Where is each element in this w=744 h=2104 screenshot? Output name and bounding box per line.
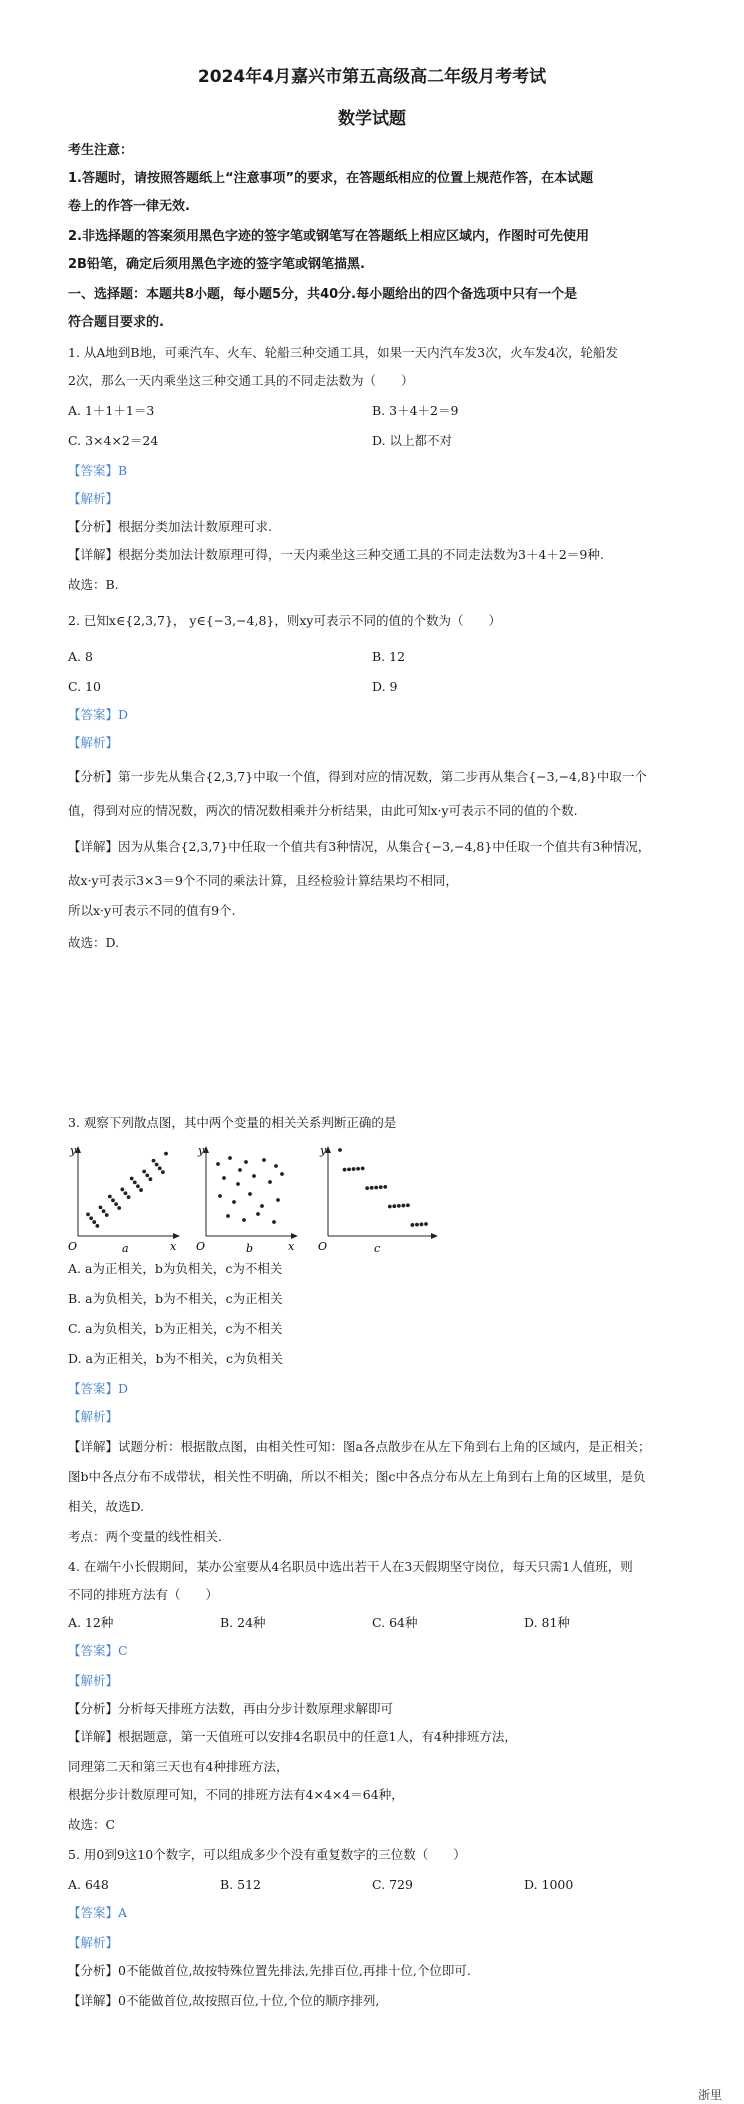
origin-label: O: [68, 1240, 78, 1253]
scatter-dot-b: [238, 1168, 242, 1172]
scatter-dot-a: [92, 1220, 96, 1224]
scatter-plot-a: [68, 1144, 180, 1254]
analysis-label: 【解析】: [68, 1409, 119, 1424]
conclusion-text: 故选：C: [68, 1817, 116, 1832]
detail-text: 【详解】试题分析：根据散点图，由相关性可知：图a各点散步在从左下角到右上角的区域内，是正相关；: [68, 1439, 651, 1454]
scatter-dot-a: [136, 1184, 140, 1188]
analysis-label: 【解析】: [68, 1935, 119, 1950]
scatter-dot-a: [108, 1195, 112, 1199]
scatter-dot-a: [99, 1205, 103, 1209]
scatter-dot-b: [236, 1182, 240, 1186]
scatter-dot-b: [252, 1174, 256, 1178]
option-a: A. 648: [68, 1877, 109, 1892]
knowledge-point: 考点：两个变量的线性相关.: [68, 1529, 222, 1544]
plot-caption-a: a: [122, 1242, 129, 1254]
scatter-dot-a: [155, 1163, 159, 1167]
detail-text: 【详解】0不能做首位,故按照百位,十位,个位的顺序排列,: [68, 1993, 380, 2008]
axis-label-y: y: [320, 1144, 327, 1157]
axis-label-x: x: [170, 1240, 177, 1253]
option-c: C. 3×4×2＝24: [68, 433, 159, 448]
section-heading: 一、选择题：本题共8小题，每小题5分，共40分.每小题给出的四个备选项中只有一个是: [68, 287, 578, 302]
scatter-dot-c: [352, 1167, 356, 1171]
origin-label: O: [196, 1240, 206, 1253]
question-stem: 2次，那么一天内乘坐这三种交通工具的不同走法数为（ ）: [68, 373, 414, 388]
question-stem: 2. 已知x∈{2,3,7}， y∈{−3,−4,8}，则xy可表示不同的值的个数为（ ）: [68, 613, 501, 628]
detail-text: 根据分步计数原理可知，不同的排班方法有4×4×4＝64种，: [68, 1787, 404, 1802]
option-d: D. 以上都不对: [372, 433, 453, 448]
axis-label-x: x: [288, 1240, 295, 1253]
option-b: B. 3＋4＋2＝9: [372, 403, 459, 418]
question-stem: 1. 从A地到B地，可乘汽车、火车、轮船三种交通工具，如果一天内汽车发3次，火车发4次，轮船发: [68, 345, 619, 360]
option-b: B. 12: [372, 649, 406, 664]
option-b: B. a为负相关，b为不相关，c为正相关: [68, 1291, 283, 1306]
conclusion-text: 故选：D.: [68, 935, 120, 950]
origin-label: O: [318, 1240, 328, 1253]
option-c: C. 729: [372, 1877, 413, 1892]
scatter-dot-a: [86, 1213, 90, 1217]
analysis-text: 【分析】0不能做首位,故按特殊位置先排法,先排百位,再排十位,个位即可.: [68, 1963, 471, 1978]
scatter-dot-a: [139, 1188, 143, 1192]
scatter-dot-c: [420, 1222, 424, 1226]
scatter-dot-b: [280, 1172, 284, 1176]
scatter-dot-a: [124, 1191, 128, 1195]
notice-line: 1.答题时，请按照答题纸上“注意事项”的要求，在答题纸相应的位置上规范作答，在本试题: [68, 171, 594, 186]
detail-text: 【详解】根据分类加法计数原理可得，一天内乘坐这三种交通工具的不同走法数为3＋4＋2＝9种.: [68, 547, 604, 562]
scatter-dot-b: [276, 1198, 280, 1202]
scatter-dot-b: [222, 1176, 226, 1180]
scatter-dot-b: [256, 1212, 260, 1216]
option-b: B. 24种: [220, 1615, 266, 1630]
option-a: A. 1＋1＋1＝3: [68, 403, 155, 418]
scatter-dot-a: [145, 1173, 149, 1177]
detail-text: 【详解】因为从集合{2,3,7}中任取一个值共有3种情况，从集合{−3,−4,8}中任取一个值共有3种情况，: [68, 839, 651, 854]
scatter-dot-b: [216, 1162, 220, 1166]
scatter-dot-c: [365, 1186, 369, 1190]
scatter-dot-a: [117, 1206, 121, 1210]
option-a: A. 12种: [68, 1615, 114, 1630]
scatter-dot-b: [260, 1204, 264, 1208]
scatter-dot-a: [114, 1202, 118, 1206]
scatter-dot-a: [127, 1195, 131, 1199]
scatter-plots: [66, 1144, 446, 1254]
scatter-dot-a: [102, 1209, 106, 1213]
scatter-dot-a: [142, 1170, 146, 1174]
analysis-text: 【分析】第一步先从集合{2,3,7}中取一个值，得到对应的情况数，第二步再从集合{−3,−4,8}中取一个: [68, 769, 647, 784]
option-b: B. 512: [220, 1877, 261, 1892]
plot-caption-b: b: [246, 1242, 254, 1254]
scatter-dot-a: [95, 1224, 99, 1228]
answer-label: 【答案】D: [68, 1381, 129, 1396]
scatter-dot-a: [149, 1177, 153, 1181]
scatter-dot-b: [232, 1200, 236, 1204]
scatter-dot-b: [244, 1160, 248, 1164]
detail-text: 所以x·y可表示不同的值有9个.: [68, 903, 236, 918]
notice-line: 2.非选择题的答案须用黑色字迹的签字笔或钢笔写在答题纸上相应区域内，作图时可先使用: [68, 229, 589, 244]
scatter-dot-c: [379, 1185, 383, 1189]
scatter-dot-a: [161, 1170, 165, 1174]
answer-label: 【答案】C: [68, 1643, 128, 1658]
option-a: A. a为正相关，b为负相关，c为不相关: [68, 1261, 283, 1276]
option-d: D. a为正相关，b为不相关，c为负相关: [68, 1351, 283, 1366]
question-stem: 3. 观察下列散点图，其中两个变量的相关关系判断正确的是: [68, 1115, 397, 1130]
option-c: C. a为负相关，b为正相关，c为不相关: [68, 1321, 283, 1336]
analysis-text: 【分析】根据分类加法计数原理可求.: [68, 519, 272, 534]
axis-label-y: y: [198, 1144, 205, 1157]
option-d: D. 81种: [524, 1615, 570, 1630]
detail-text: 同理第二天和第三天也有4种排班方法，: [68, 1759, 289, 1774]
scatter-dot-c: [356, 1167, 360, 1171]
analysis-label: 【解析】: [68, 1673, 119, 1688]
scatter-dot-b: [228, 1156, 232, 1160]
page-subtitle: 数学试题: [338, 109, 406, 129]
plot-caption-c: c: [374, 1242, 381, 1254]
question-stem: 4. 在端午小长假期间，某办公室要从4名职员中选出若干人在3天假期坚守岗位，每天只需1人值班，则: [68, 1559, 633, 1574]
scatter-dot-a: [130, 1177, 134, 1181]
scatter-dot-b: [248, 1192, 252, 1196]
scatter-dot-a: [164, 1152, 168, 1156]
section-heading: 符合题目要求的.: [68, 315, 164, 330]
notice-line: 2B铅笔，确定后须用黑色字迹的签字笔或钢笔描黑.: [68, 257, 365, 272]
scatter-dot-c: [424, 1222, 428, 1226]
option-c: C. 10: [68, 679, 101, 694]
axis-label-y: y: [70, 1144, 77, 1157]
notice-line: 卷上的作答一律无效.: [68, 199, 190, 214]
scatter-dot-c: [338, 1148, 342, 1152]
scatter-dot-a: [111, 1198, 115, 1202]
scatter-dot-c: [388, 1205, 392, 1209]
scatter-dot-b: [218, 1194, 222, 1198]
scatter-dot-c: [401, 1204, 405, 1208]
question-stem: 不同的排班方法有（ ）: [68, 1587, 219, 1602]
scatter-dot-b: [268, 1180, 272, 1184]
scatter-dot-a: [105, 1213, 109, 1217]
page-title: 2024年4月嘉兴市第五高级高二年级月考考试: [197, 67, 547, 87]
answer-label: 【答案】A: [68, 1905, 128, 1920]
notice-heading: 考生注意：: [68, 143, 134, 158]
scatter-dot-b: [262, 1158, 266, 1162]
detail-text: 【详解】根据题意，第一天值班可以安排4名职员中的任意1人，有4种排班方法，: [68, 1729, 517, 1744]
option-d: D. 9: [372, 679, 398, 694]
scatter-dot-c: [406, 1203, 410, 1207]
detail-text: 相关，故选D.: [68, 1499, 145, 1514]
option-a: A. 8: [68, 649, 93, 664]
scatter-dot-b: [272, 1220, 276, 1224]
conclusion-text: 故选：B.: [68, 577, 119, 592]
scatter-dot-a: [89, 1216, 93, 1220]
scatter-dot-c: [343, 1168, 347, 1172]
scatter-dot-c: [374, 1186, 378, 1190]
analysis-text: 值，得到对应的情况数，两次的情况数相乘并分析结果，由此可知x·y可表示不同的值的个数.: [68, 803, 578, 818]
scatter-dot-c: [383, 1185, 387, 1189]
scatter-dot-c: [392, 1204, 396, 1208]
scatter-dot-b: [274, 1164, 278, 1168]
detail-text: 图b中各点分布不成带状，相关性不明确，所以不相关；图c中各点分布从左上角到右上角的区域里，是负: [68, 1469, 646, 1484]
detail-text: 故x·y可表示3×3＝9个不同的乘法计算，且经检验计算结果均不相同，: [68, 873, 458, 888]
question-stem: 5. 用0到9这10个数字，可以组成多少个没有重复数字的三位数（ ）: [68, 1847, 466, 1862]
page-footer: 浙里: [697, 2088, 722, 2102]
scatter-dot-a: [152, 1159, 156, 1163]
analysis-label: 【解析】: [68, 491, 119, 506]
answer-label: 【答案】B: [68, 463, 128, 478]
option-c: C. 64种: [372, 1615, 418, 1630]
analysis-text: 【分析】分析每天排班方法数，再由分步计数原理求解即可: [68, 1701, 394, 1716]
scatter-plot-b: [196, 1144, 298, 1254]
scatter-dot-c: [415, 1223, 419, 1227]
scatter-dot-c: [411, 1223, 415, 1227]
scatter-dot-c: [361, 1167, 365, 1171]
scatter-dot-b: [226, 1214, 230, 1218]
scatter-dot-a: [133, 1181, 137, 1185]
scatter-dot-c: [347, 1167, 351, 1171]
scatter-dot-a: [120, 1188, 124, 1192]
analysis-label: 【解析】: [68, 735, 119, 750]
scatter-dot-c: [370, 1186, 374, 1190]
scatter-plot-c: [318, 1144, 438, 1254]
scatter-dot-a: [158, 1166, 162, 1170]
option-d: D. 1000: [524, 1877, 574, 1892]
answer-label: 【答案】D: [68, 707, 129, 722]
scatter-dot-c: [397, 1204, 401, 1208]
scatter-dot-b: [242, 1218, 246, 1222]
